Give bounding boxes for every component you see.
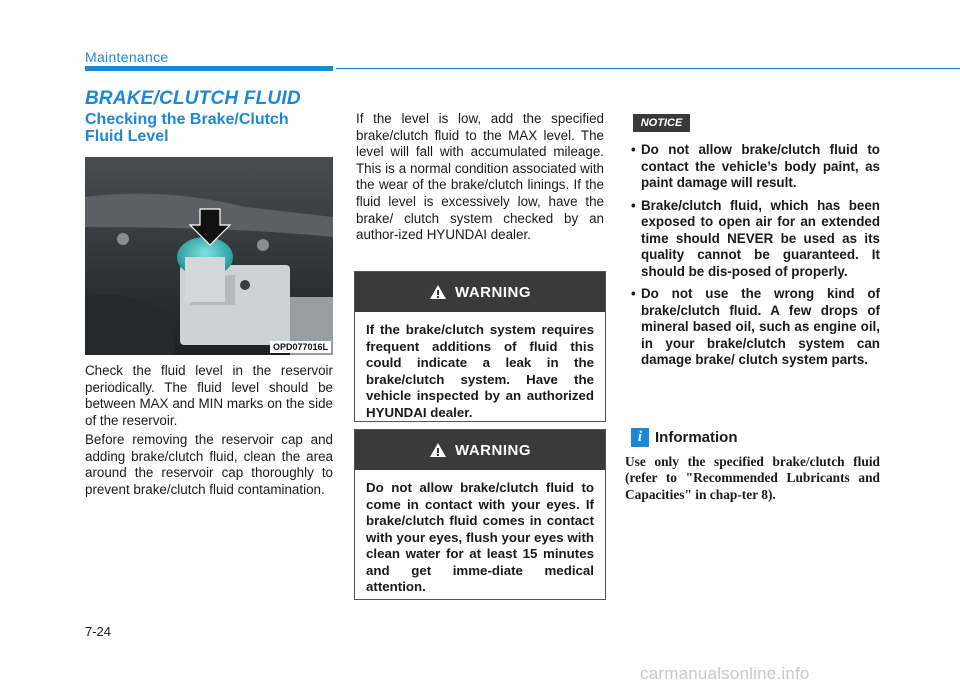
warning-label: WARNING — [455, 441, 531, 459]
header-rule-thin — [336, 68, 960, 69]
header-rule-thick — [85, 66, 333, 71]
warning-box-leak — [354, 271, 606, 422]
middle-paragraph: If the level is low, add the specified brake/clutch fluid to the MAX level. The level will fall with accumulated mileage. This is a normal condition associated with the wear of the brake/clutch linings. If the fluid level is excessively low, have the brake/ clutch system checked by an author-ized HYUNDAI dealer. — [356, 111, 604, 243]
notice-item — [625, 142, 880, 192]
notice-list — [625, 142, 880, 375]
page-number: 7-24 — [85, 624, 112, 639]
notice-tag: NOTICE — [633, 114, 690, 132]
information-title: Information — [655, 429, 738, 446]
engine-bay-photo — [85, 157, 333, 355]
figure-caption: OPD077016L — [270, 341, 331, 353]
warning-label: WARNING — [455, 283, 531, 301]
warning-triangle-icon — [429, 284, 447, 300]
watermark: carmanualsonline.info — [640, 664, 810, 683]
warning-box-eyes — [354, 429, 606, 600]
warning-header — [355, 430, 605, 470]
notice-item — [625, 286, 880, 369]
bullet-icon: • — [631, 197, 636, 213]
information-text: Use only the specified brake/clutch fluid (refer to "Recommended Lubricants and Capacities" in chap-ter 8). — [625, 454, 880, 502]
information-icon: i — [631, 428, 649, 447]
notice-item-text: Do not use the wrong kind of brake/clutch fluid. A few drops of mineral based oil, such as engine oil, in your brake/clutch system can damage brake/ clutch system parts. — [641, 286, 880, 367]
notice-item-text: Do not allow brake/clutch fluid to contact the vehicle’s body paint, as paint damage will result. — [641, 142, 880, 190]
notice-item-text: Brake/clutch fluid, which has been exposed to open air for an extended time should NEVER be used as its quality cannot be guaranteed. It should be dis-posed of properly. — [641, 197, 880, 279]
warning-header — [355, 272, 605, 312]
left-paragraph-2: Before removing the reservoir cap and adding brake/clutch fluid, clean the area around the reservoir cap thoroughly to prevent brake/clutch fluid contamination. — [85, 432, 333, 497]
bullet-icon: • — [631, 286, 636, 301]
section-header-label: Maintenance — [85, 49, 169, 65]
section-title: BRAKE/CLUTCH FLUID — [85, 88, 301, 109]
warning-text: Do not allow brake/clutch fluid to come in contact with your eyes. If brake/clutch fluid comes in contact with your eyes, flush your eyes with clean water for at least 15 minutes and get imme-diate medical attention. — [366, 480, 594, 594]
warning-triangle-icon — [429, 442, 447, 458]
subheading: Checking the Brake/Clutch Fluid Level — [85, 111, 289, 145]
bullet-icon: • — [631, 142, 636, 157]
left-paragraph-1: Check the fluid level in the reservoir periodically. The fluid level should be between MAX and MIN marks on the side of the reservoir. — [85, 363, 333, 428]
notice-item — [625, 198, 880, 281]
warning-text: If the brake/clutch system requires frequent additions of fluid this could indicate a leak in the brake/clutch system. Have the vehicle inspected by an authorized HYUNDAI dealer. — [366, 322, 594, 420]
